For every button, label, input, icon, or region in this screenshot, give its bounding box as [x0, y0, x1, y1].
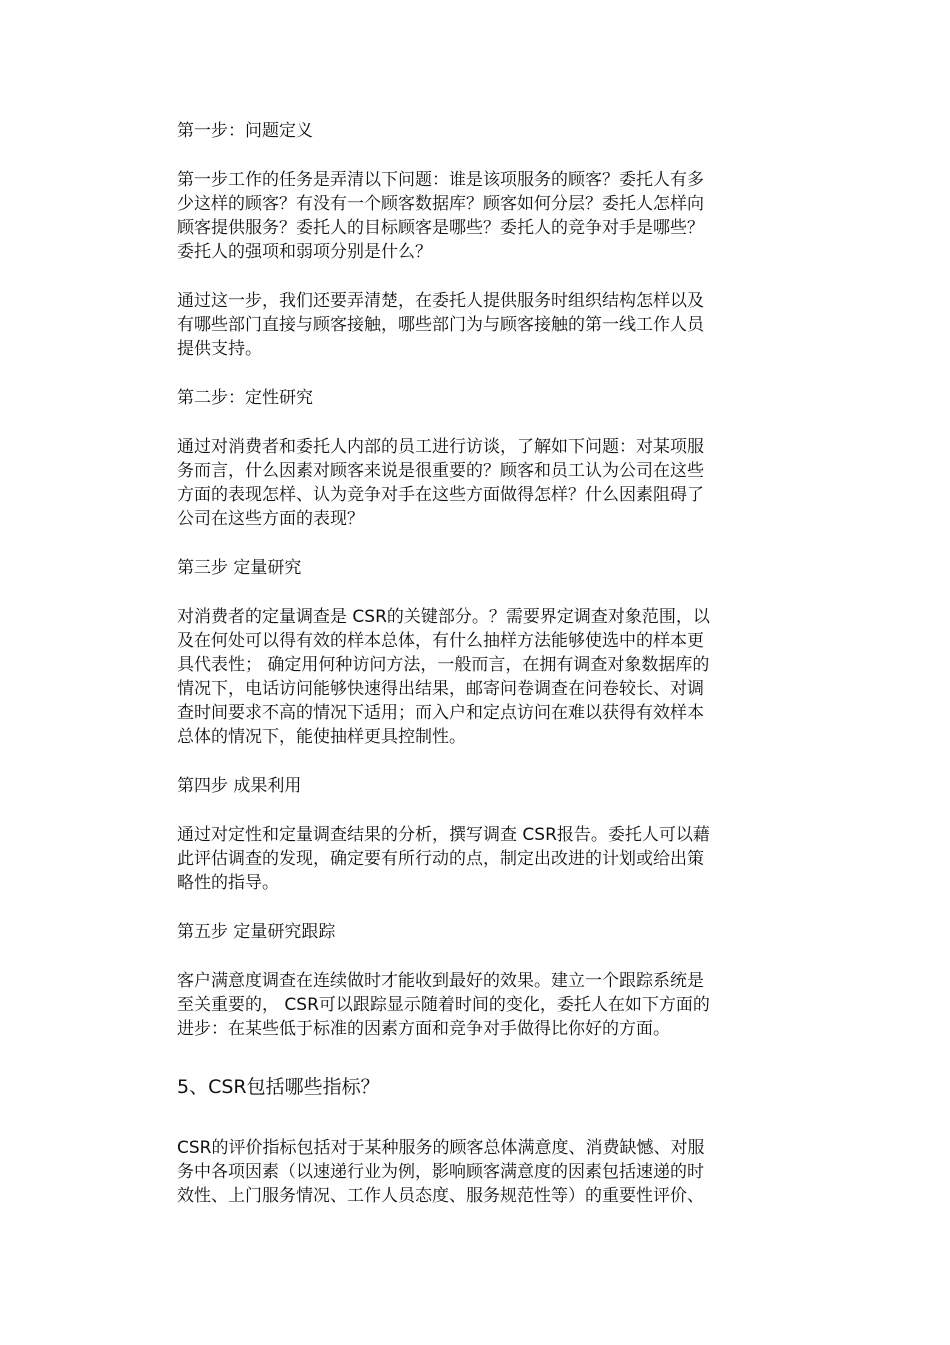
section5-heading: 5、CSR包括哪些指标？ [177, 1076, 380, 1098]
paragraph-line: 方面的表现怎样、认为竞争对手在这些方面做得怎样？什么因素阻碍了 [177, 485, 704, 505]
paragraph-line: 务而言，什么因素对顾客来说是很重要的？顾客和员工认为公司在这些 [177, 461, 704, 481]
paragraph-line: 查时间要求不高的情况下适用；而入户和定点访问在难以获得有效样本 [177, 703, 704, 723]
paragraph-line: 第一步工作的任务是弄清以下问题：谁是该项服务的顾客？委托人有多 [177, 170, 704, 190]
paragraph-line: 通过对定性和定量调查结果的分析，撰写调查 CSR报告。委托人可以藉 [177, 825, 710, 845]
paragraph-line: 略性的指导。 [177, 873, 279, 893]
paragraph-line: 具代表性； 确定用何种访问方法，一般而言，在拥有调查对象数据库的 [177, 655, 710, 675]
paragraph-line: 情况下，电话访问能够快速得出结果，邮寄问卷调查在问卷较长、对调 [177, 679, 704, 699]
paragraph-line: 总体的情况下，能使抽样更具控制性。 [177, 727, 466, 747]
paragraph-line: 此评估调查的发现，确定要有所行动的点，制定出改进的计划或给出策 [177, 849, 704, 869]
paragraph-line: 通过这一步，我们还要弄清楚，在委托人提供服务时组织结构怎样以及 [177, 291, 704, 311]
paragraph-line: 效性、上门服务情况、工作人员态度、服务规范性等）的重要性评价、 [177, 1186, 704, 1206]
paragraph-line: 客户满意度调查在连续做时才能收到最好的效果。建立一个跟踪系统是 [177, 971, 704, 991]
paragraph-line: 及在何处可以得有效的样本总体，有什么抽样方法能够使选中的样本更 [177, 631, 704, 651]
step3-heading: 第三步 定量研究 [177, 558, 302, 578]
paragraph-line: 公司在这些方面的表现？ [177, 509, 364, 529]
paragraph-line: 务中各项因素（以速递行业为例，影响顾客满意度的因素包括速递的时 [177, 1162, 704, 1182]
paragraph-line: 少这样的顾客？有没有一个顾客数据库？顾客如何分层？委托人怎样向 [177, 194, 704, 214]
step4-heading: 第四步 成果利用 [177, 776, 302, 796]
step5-heading: 第五步 定量研究跟踪 [177, 922, 336, 942]
paragraph-line: 顾客提供服务？委托人的目标顾客是哪些？委托人的竞争对手是哪些？ [177, 218, 704, 238]
step1-heading: 第一步：问题定义 [177, 121, 313, 141]
paragraph-line: CSR的评价指标包括对于某种服务的顾客总体满意度、消费缺憾、对服 [177, 1138, 705, 1158]
paragraph-line: 进步：在某些低于标准的因素方面和竞争对手做得比你好的方面。 [177, 1019, 670, 1039]
paragraph-line: 有哪些部门直接与顾客接触，哪些部门为与顾客接触的第一线工作人员 [177, 315, 704, 335]
paragraph-line: 委托人的强项和弱项分别是什么？ [177, 242, 432, 262]
paragraph-line: 通过对消费者和委托人内部的员工进行访谈，了解如下问题：对某项服 [177, 437, 704, 457]
paragraph-line: 至关重要的， CSR可以跟踪显示随着时间的变化，委托人在如下方面的 [177, 995, 710, 1015]
paragraph-line: 提供支持。 [177, 339, 262, 359]
paragraph-line: 对消费者的定量调查是 CSR的关键部分。？需要界定调查对象范围，以 [177, 607, 710, 627]
step2-heading: 第二步：定性研究 [177, 388, 313, 408]
